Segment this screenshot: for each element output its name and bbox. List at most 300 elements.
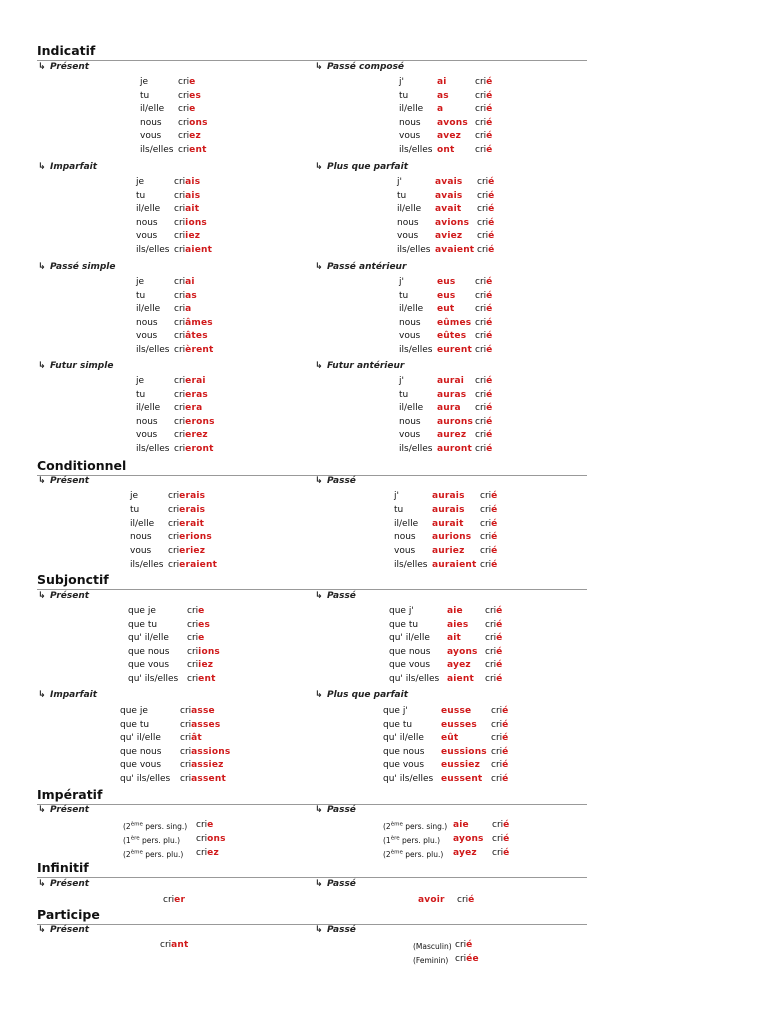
verb-ending: e	[207, 820, 214, 830]
pronoun: il/elle	[399, 304, 424, 315]
pronoun: je	[136, 376, 145, 386]
verb-stem: cri	[187, 619, 199, 630]
auxiliary: auront	[437, 444, 473, 454]
auxiliary: ont	[437, 145, 455, 155]
pronoun: tu	[130, 504, 140, 515]
pronoun: il/elle	[399, 403, 424, 414]
verb-ending: é	[486, 317, 493, 328]
verb-ending: é	[491, 546, 498, 557]
verb-stem: cri	[174, 231, 186, 242]
pronoun: tu	[399, 290, 409, 301]
past-participle	[491, 747, 508, 758]
verb-stem: cri	[455, 940, 467, 950]
hook-arrow-icon: ↳	[38, 591, 46, 601]
verb-stem: cri	[178, 104, 190, 115]
verb-stem: cri	[457, 895, 469, 905]
pronoun: vous	[394, 546, 416, 557]
pronoun: tu	[136, 389, 146, 400]
pronoun: nous	[136, 217, 158, 228]
past-participle	[475, 77, 492, 88]
verb-ending: é	[491, 518, 498, 529]
tense-label: Passé	[327, 925, 356, 935]
past-participle	[477, 204, 494, 215]
verb-form	[180, 720, 220, 731]
verb-ending: ons	[189, 117, 208, 128]
past-participle	[477, 245, 494, 256]
verb-ending: es	[189, 90, 202, 101]
past-participle	[477, 191, 494, 202]
verb-form	[174, 177, 200, 188]
verb-stem: cri	[180, 746, 192, 757]
verb-stem: cri	[475, 389, 487, 400]
auxiliary: avez	[437, 131, 462, 142]
hook-arrow-icon: ↳	[38, 162, 46, 172]
past-participle	[475, 444, 492, 455]
hook-arrow-icon: ↳	[38, 262, 46, 272]
verb-ending: é	[496, 674, 503, 684]
tense-header	[38, 262, 116, 272]
tense-label: Futur simple	[50, 361, 114, 371]
verb-form	[180, 760, 224, 771]
verb-stem: cri	[475, 317, 487, 328]
person-open: (1	[383, 836, 391, 845]
verb-stem: cri	[477, 231, 489, 242]
pronoun: nous	[399, 317, 421, 328]
verb-stem: cri	[178, 77, 190, 87]
verb-ending: é	[496, 633, 503, 644]
verb-ending: e	[189, 77, 196, 87]
pronoun: que tu	[383, 719, 413, 730]
tense-header	[38, 805, 89, 815]
person-open: (2	[383, 822, 391, 831]
verb-ending: as	[185, 290, 197, 301]
hook-arrow-icon: ↳	[315, 591, 323, 601]
auxiliary: aurons	[437, 416, 474, 427]
verb-stem: cri	[475, 290, 487, 301]
pronoun: qu' ils/elles	[383, 774, 434, 784]
verb-ending: ée	[466, 954, 479, 964]
pronoun: que nous	[383, 746, 425, 757]
verb-form	[168, 546, 205, 557]
verb-stem: cri	[475, 131, 487, 142]
verb-stem: cri	[174, 217, 186, 228]
auxiliary: eussions	[441, 746, 487, 757]
verb-ending: é	[486, 444, 493, 454]
verb-ending: aient	[185, 245, 213, 255]
auxiliary: avaient	[435, 245, 475, 255]
person-open: (2	[123, 850, 131, 859]
verb-ending: assent	[191, 774, 226, 784]
tense-label: Passé	[327, 879, 356, 889]
verb-ending: erai	[185, 376, 206, 386]
verb-stem: cri	[485, 646, 497, 657]
pronoun: que vous	[389, 660, 431, 671]
hook-arrow-icon: ↳	[38, 805, 46, 815]
past-participle	[480, 491, 497, 502]
hook-arrow-icon: ↳	[315, 262, 323, 272]
verb-stem: cri	[187, 646, 199, 657]
pronoun: il/elle	[130, 518, 155, 529]
verb-stem: cri	[174, 304, 186, 315]
verb-form	[174, 403, 202, 414]
tense-label: Présent	[50, 476, 90, 486]
verb-stem: cri	[187, 606, 199, 616]
verb-ending: ons	[207, 834, 226, 844]
verb-ending: é	[486, 277, 493, 287]
tense-header	[315, 591, 356, 601]
verb-ending: é	[486, 389, 493, 400]
verb-ending: é	[486, 304, 493, 315]
pronoun: que tu	[389, 619, 419, 630]
verb-ending: é	[496, 606, 503, 616]
verb-form	[174, 318, 213, 329]
verb-ending: é	[496, 646, 503, 657]
verb-ending: âmes	[185, 317, 213, 328]
auxiliary: a	[437, 104, 444, 115]
verb-stem: cri	[475, 277, 487, 287]
hook-arrow-icon: ↳	[315, 361, 323, 371]
pronoun: j'	[399, 77, 404, 87]
verb-ending: ait	[185, 204, 200, 215]
past-participle	[475, 417, 492, 428]
past-participle	[455, 954, 479, 965]
person-sup: ème	[130, 849, 143, 856]
verb-stem: cri	[168, 560, 180, 570]
auxiliary: auraient	[432, 560, 477, 570]
verb-ending: asse	[191, 706, 215, 716]
person-sup: ère	[130, 835, 140, 842]
verb-form	[174, 304, 191, 315]
pronoun: tu	[399, 90, 409, 101]
auxiliary: ait	[447, 633, 462, 644]
pronoun: ils/elles	[397, 245, 431, 255]
verb-stem: cri	[160, 940, 172, 950]
verb-ending: é	[486, 77, 493, 87]
tense-label: Présent	[50, 591, 90, 601]
verb-stem: cri	[174, 389, 186, 400]
pronoun: ils/elles	[394, 560, 428, 570]
section-divider	[37, 877, 587, 878]
verb-ending: é	[502, 733, 509, 744]
pronoun: vous	[136, 331, 158, 342]
verb-stem: cri	[475, 345, 487, 355]
verb-form	[168, 491, 205, 502]
pronoun: je	[136, 277, 145, 287]
verb-ending: é	[491, 491, 498, 501]
past-participle	[475, 304, 492, 315]
past-participle	[475, 430, 492, 441]
verb-ending: é	[491, 504, 498, 515]
verb-stem: cri	[485, 660, 497, 671]
pronoun: que je	[128, 606, 156, 616]
pronoun: vous	[399, 131, 421, 142]
past-participle	[485, 633, 502, 644]
verb-ending: eriez	[179, 546, 206, 557]
verb-ending: é	[486, 117, 493, 128]
hook-arrow-icon: ↳	[315, 62, 323, 72]
tense-label: Imparfait	[50, 690, 98, 700]
past-participle	[475, 277, 492, 288]
verb-form	[196, 820, 213, 831]
pronoun: ils/elles	[140, 145, 174, 155]
past-participle	[485, 674, 502, 685]
verb-ending: é	[486, 90, 493, 101]
verb-stem: cri	[475, 331, 487, 342]
auxiliary: ai	[437, 77, 447, 87]
verb-ending: eraient	[179, 560, 218, 570]
person-rest: pers. plu.)	[139, 836, 181, 845]
tense-header	[38, 925, 89, 935]
verb-ending: é	[486, 345, 493, 355]
verb-stem: cri	[475, 403, 487, 414]
verb-ending: é	[502, 706, 509, 716]
gender-label: (Feminin)	[413, 956, 449, 965]
hook-arrow-icon: ↳	[38, 62, 46, 72]
verb-ending: é	[502, 760, 509, 771]
verb-stem: cri	[180, 706, 192, 716]
tense-label: Présent	[50, 879, 90, 889]
pronoun: qu' il/elle	[128, 633, 169, 644]
tense-label: Futur antérieur	[327, 361, 405, 371]
verb-form	[174, 390, 208, 401]
auxiliary: aurai	[437, 376, 465, 386]
verb-stem: cri	[174, 416, 186, 427]
verb-form	[180, 747, 230, 758]
verb-form	[196, 848, 219, 859]
past-participle	[491, 706, 508, 717]
verb-stem: cri	[477, 245, 489, 255]
verb-ending: erait	[179, 518, 205, 529]
tense-label: Plus que parfait	[327, 162, 408, 172]
verb-ending: ent	[189, 145, 207, 155]
section-infinitif	[37, 861, 587, 878]
hook-arrow-icon: ↳	[38, 476, 46, 486]
auxiliary: eussent	[441, 774, 483, 784]
auxiliary: aviez	[435, 231, 463, 242]
person-label	[123, 849, 183, 860]
hook-arrow-icon: ↳	[315, 162, 323, 172]
verb-stem: cri	[174, 444, 186, 454]
hook-arrow-icon: ↳	[38, 361, 46, 371]
verb-ending: er	[174, 895, 186, 905]
verb-stem: cri	[163, 895, 175, 905]
auxiliary: aies	[447, 619, 469, 630]
verb-ending: é	[486, 430, 493, 441]
verb-stem: cri	[491, 706, 503, 716]
past-participle	[480, 546, 497, 557]
verb-ending: é	[503, 848, 510, 858]
person-rest: pers. plu.)	[402, 850, 444, 859]
verb-stem: cri	[485, 619, 497, 630]
past-participle	[491, 760, 508, 771]
auxiliary: avions	[435, 217, 470, 228]
pronoun: j'	[394, 491, 399, 501]
verb-stem: cri	[475, 117, 487, 128]
verb-ending: é	[486, 376, 493, 386]
past-participle	[475, 291, 492, 302]
verb-form	[174, 417, 215, 428]
pronoun: nous	[136, 317, 158, 328]
verb-form	[187, 620, 210, 631]
auxiliary: aie	[447, 606, 463, 616]
verb-stem: cri	[491, 760, 503, 771]
auxiliary: eûtes	[437, 331, 467, 342]
tense-header	[315, 879, 356, 889]
verb-ending: é	[502, 774, 509, 784]
verb-ending: é	[502, 746, 509, 757]
verb-ending: ant	[171, 940, 189, 950]
verb-ending: é	[488, 231, 495, 242]
verb-ending: e	[198, 633, 205, 644]
verb-stem: cri	[174, 403, 186, 414]
hook-arrow-icon: ↳	[315, 476, 323, 486]
verb-stem: cri	[187, 633, 199, 644]
verb-ending: era	[185, 403, 203, 414]
pronoun: vous	[399, 331, 421, 342]
hook-arrow-icon: ↳	[38, 879, 46, 889]
past-participle	[475, 145, 492, 156]
person-label	[123, 821, 187, 832]
auxiliary: eussiez	[441, 760, 481, 771]
pronoun: je	[140, 77, 149, 87]
verb-ending: é	[502, 719, 509, 730]
infinitive	[163, 895, 185, 906]
verb-stem: cri	[168, 504, 180, 515]
pronoun: tu	[140, 90, 150, 101]
verb-ending: ais	[185, 190, 201, 201]
verb-stem: cri	[475, 145, 487, 155]
past-participle	[480, 532, 497, 543]
pronoun: j'	[397, 177, 402, 187]
verb-ending: é	[488, 245, 495, 255]
verb-form	[174, 291, 197, 302]
verb-ending: e	[198, 606, 205, 616]
verb-stem: cri	[174, 245, 186, 255]
verb-stem: cri	[492, 834, 504, 844]
auxiliary: avoir	[418, 895, 445, 905]
verb-form	[174, 191, 200, 202]
person-sup: ème	[390, 849, 403, 856]
tense-label: Présent	[50, 62, 90, 72]
verb-form	[178, 91, 201, 102]
pronoun: que tu	[128, 619, 158, 630]
past-participle	[457, 895, 474, 906]
verb-stem: cri	[475, 430, 487, 441]
section-title: Participe	[37, 907, 100, 922]
past-participle	[475, 403, 492, 414]
person-label	[123, 835, 180, 846]
tense-header	[315, 476, 356, 486]
verb-stem: cri	[168, 518, 180, 529]
verb-ending: é	[486, 104, 493, 115]
verb-stem: cri	[187, 674, 199, 684]
pronoun: ils/elles	[399, 345, 433, 355]
verb-form	[174, 231, 200, 242]
pronoun: tu	[397, 190, 407, 201]
past-participle	[475, 318, 492, 329]
verb-form	[178, 77, 195, 88]
verb-ending: erions	[179, 532, 212, 543]
person-sup: ème	[390, 821, 403, 828]
auxiliary: aurions	[432, 532, 472, 543]
past-participle	[480, 519, 497, 530]
past-participle	[485, 647, 502, 658]
pronoun: que j'	[383, 706, 408, 716]
verb-stem: cri	[491, 733, 503, 744]
tense-header	[38, 62, 89, 72]
auxiliary: as	[437, 90, 449, 101]
verb-form	[178, 131, 201, 142]
past-participle	[475, 104, 492, 115]
verb-form	[168, 519, 204, 530]
verb-ending: é	[503, 820, 510, 830]
verb-ending: assiez	[191, 760, 224, 771]
person-open: (2	[383, 850, 391, 859]
tense-header	[38, 879, 89, 889]
verb-stem: cri	[174, 345, 186, 355]
verb-form	[178, 145, 207, 156]
verb-form	[187, 606, 204, 617]
verb-ending: é	[486, 331, 493, 342]
pronoun: qu' il/elle	[383, 733, 424, 744]
verb-form	[174, 331, 208, 342]
auxiliary: aurais	[432, 504, 465, 515]
pronoun: que nous	[120, 746, 162, 757]
tense-header	[315, 925, 356, 935]
verb-form	[187, 633, 204, 644]
tense-header	[315, 690, 408, 700]
auxiliary: auras	[437, 389, 467, 400]
past-participle	[475, 131, 492, 142]
pronoun: il/elle	[397, 204, 422, 215]
auxiliary: ayons	[453, 834, 484, 844]
verb-stem: cri	[480, 518, 492, 529]
verb-ending: é	[486, 145, 493, 155]
pronoun: il/elle	[136, 403, 161, 414]
verb-form	[174, 204, 199, 215]
pronoun: vous	[136, 231, 158, 242]
verb-ending: âtes	[185, 331, 208, 342]
verb-ending: é	[488, 204, 495, 215]
pronoun: tu	[136, 290, 146, 301]
tense-header	[315, 262, 406, 272]
person-rest: pers. plu.)	[142, 850, 184, 859]
section-participe	[37, 908, 587, 925]
tense-label: Passé simple	[50, 262, 116, 272]
pronoun: vous	[130, 546, 152, 557]
verb-ending: ez	[207, 848, 219, 858]
hook-arrow-icon: ↳	[38, 925, 46, 935]
past-participle	[475, 118, 492, 129]
pronoun: nous	[399, 416, 421, 427]
pronoun: ils/elles	[136, 444, 170, 454]
section-divider	[37, 804, 587, 805]
verb-ending: é	[491, 532, 498, 543]
section-imperatif	[37, 788, 587, 805]
verb-stem: cri	[178, 90, 190, 101]
verb-ending: a	[185, 304, 192, 315]
auxiliary: eût	[441, 733, 459, 744]
section-title: Impératif	[37, 787, 103, 802]
verb-ending: erais	[179, 504, 206, 515]
past-participle	[485, 620, 502, 631]
past-participle	[477, 218, 494, 229]
pronoun: nous	[397, 217, 419, 228]
tense-header	[315, 805, 356, 815]
tense-header	[38, 591, 89, 601]
section-subjonctif	[37, 573, 587, 590]
past-participle	[475, 331, 492, 342]
